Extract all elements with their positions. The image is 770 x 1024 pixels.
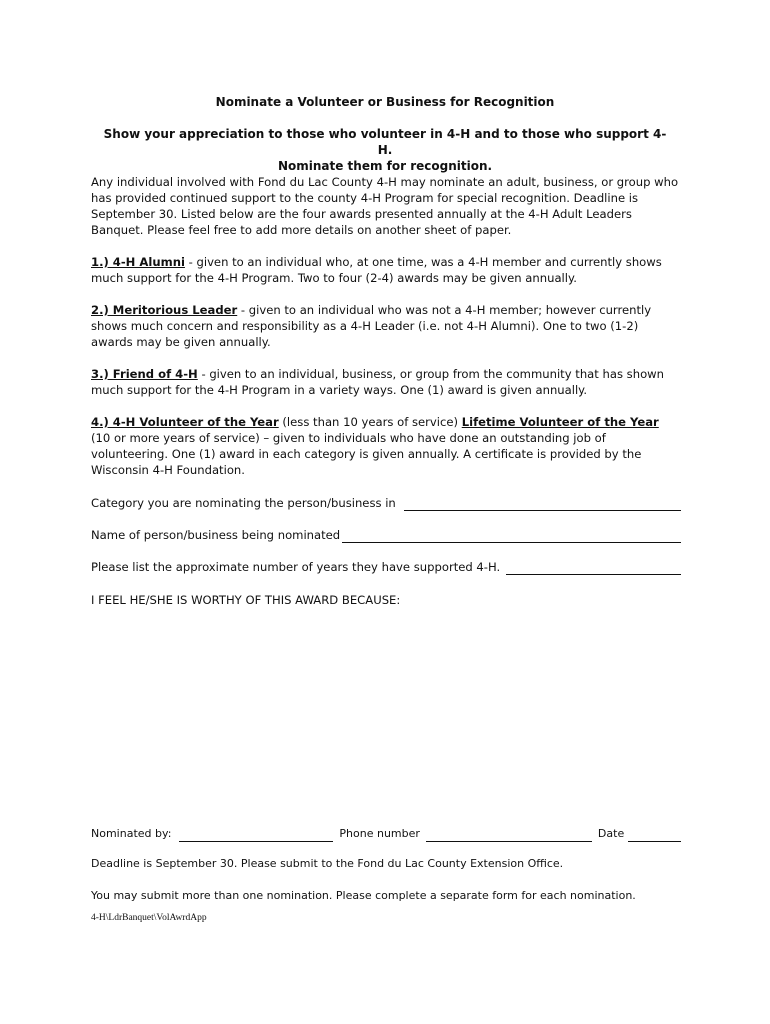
- page-title: Nominate a Volunteer or Business for Recognition: [215, 95, 555, 109]
- name-field: [91, 527, 681, 543]
- award-volunteer-title: 4.) 4-H Volunteer of the Year: [91, 415, 279, 429]
- award-alumni: [91, 254, 681, 286]
- award-alumni-text: - given to an individual who, at one time, was a 4-H member and currently shows much support for the 4-H Program. Two to four (2-4) awards may be given annually.: [91, 255, 662, 285]
- deadline-note: Deadline is September 30. Please submit to the Fond du Lac County Extension Office.: [91, 857, 564, 870]
- years-label: Please list the approximate number of years they have supported 4-H.: [91, 560, 501, 574]
- category-label: Category you are nominating the person/business in: [91, 496, 396, 510]
- category-input-line[interactable]: [404, 498, 681, 511]
- nominated-by-input-line[interactable]: [179, 829, 333, 842]
- phone-label: Phone number: [339, 827, 420, 840]
- award-meritorious-title: 2.) Meritorious Leader: [91, 303, 238, 317]
- multiple-nominations-note: You may submit more than one nomination. Please complete a separate form for each nomination.: [91, 889, 636, 902]
- nominated-by-label: Nominated by:: [91, 827, 172, 840]
- award-meritorious-leader: [91, 302, 681, 350]
- name-label: Name of person/business being nominated: [91, 528, 341, 542]
- award-friend-title: 3.) Friend of 4-H: [91, 367, 198, 381]
- intro-paragraph: Any individual involved with Fond du Lac County 4-H may nominate an adult, business, or group who has provided continued support to the county 4-H Program for special recognition. Deadline is September 30. Listed below are the four awards presented annually at the 4-H Adult Leaders Banquet. Please feel free to add more details on another sheet of paper.: [91, 175, 679, 237]
- years-field: [91, 559, 681, 575]
- page-subtitle: [100, 126, 670, 174]
- name-input-line[interactable]: [342, 530, 681, 543]
- subtitle-line-2: Nominate them for recognition.: [277, 159, 493, 173]
- subtitle-line-1: Show your appreciation to those who volunteer in 4-H and to those who support 4-H.: [103, 127, 667, 157]
- file-reference-code: 4-H\LdrBanquet\VolAwrdApp: [91, 913, 207, 923]
- worthy-heading: I FEEL HE/SHE IS WORTHY OF THIS AWARD BECAUSE:: [91, 593, 401, 607]
- category-field: [91, 495, 681, 511]
- award-friend-of-4h: [91, 366, 681, 398]
- award-volunteer-mid-text: (less than 10 years of service): [278, 415, 462, 429]
- award-friend-text: - given to an individual, business, or group from the community that has shown much support for the 4-H Program in a variety ways. One (1) award is given annually.: [91, 367, 664, 397]
- signature-row: [91, 826, 681, 842]
- award-lifetime-title: Lifetime Volunteer of the Year: [461, 415, 659, 429]
- award-volunteer-text: (10 or more years of service) – given to individuals who have done an outstanding job of volunteering. One (1) award in each category is given annually. A certificate is provided by the Wisconsin 4-H Foundation.: [91, 431, 642, 477]
- award-meritorious-text: - given to an individual who was not a 4-H member; however currently shows much concern and responsibility as a 4-H Leader (i.e. not 4-H Alumni). One to two (1-2) awards may be given annually.: [91, 303, 652, 349]
- award-volunteer-of-year: [91, 414, 681, 478]
- award-alumni-title: 1.) 4-H Alumni: [91, 255, 185, 269]
- date-input-line[interactable]: [628, 829, 681, 842]
- years-input-line[interactable]: [506, 562, 681, 575]
- date-label: Date: [597, 827, 625, 840]
- phone-input-line[interactable]: [426, 829, 592, 842]
